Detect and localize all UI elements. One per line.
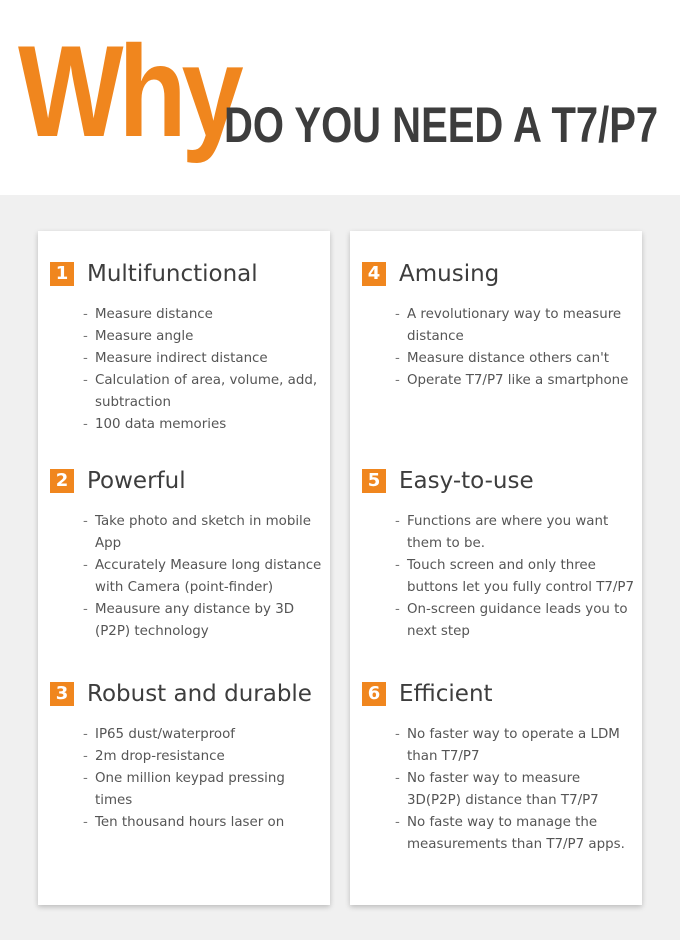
list-item: - 100 data memories: [83, 414, 325, 436]
feature-section-2: [50, 466, 325, 643]
list-item: - Take photo and sketch in mobile App: [83, 511, 325, 555]
section-title: Easy-to-use: [399, 468, 534, 494]
list-item: - Measure angle: [83, 326, 325, 348]
list-item: - Touch screen and only three buttons let you fully control T7/P7: [395, 555, 637, 599]
list-item: - Accurately Measure long distance with Camera (point-finder): [83, 555, 325, 599]
section-number-badge: 2: [50, 469, 74, 493]
section-title: Multifunctional: [87, 261, 258, 287]
section-title: Amusing: [399, 261, 500, 287]
feature-section-3: [50, 679, 325, 834]
section-number-badge: 5: [362, 469, 386, 493]
section-number-badge: 1: [50, 262, 74, 286]
list-item: - Calculation of area, volume, add, subtraction: [83, 370, 325, 414]
feature-section-1: [50, 259, 325, 436]
list-item: - No faster way to measure 3D(P2P) distance than T7/P7: [395, 768, 637, 812]
right-feature-card: [350, 231, 642, 905]
list-item: - Measure indirect distance: [83, 348, 325, 370]
section-number-badge: 3: [50, 682, 74, 706]
list-item: - On-screen guidance leads you to next step: [395, 599, 637, 643]
section-title: Powerful: [87, 468, 186, 494]
feature-list: [83, 304, 325, 436]
feature-list: [395, 511, 637, 643]
list-item: - 2m drop-resistance: [83, 746, 325, 768]
feature-list: [395, 304, 637, 392]
why-heading: Why: [18, 18, 239, 164]
section-number-badge: 6: [362, 682, 386, 706]
section-title: Robust and durable: [87, 681, 312, 707]
list-item: - Measure distance: [83, 304, 325, 326]
list-item: - One million keypad pressing times: [83, 768, 325, 812]
list-item: - Meausure any distance by 3D (P2P) technology: [83, 599, 325, 643]
page-subtitle: DO YOU NEED A T7/P7: [224, 97, 659, 153]
feature-section-5: [362, 466, 637, 643]
page-header: [0, 0, 680, 195]
list-item: - No faster way to operate a LDM than T7/P7: [395, 724, 637, 768]
section-number-badge: 4: [362, 262, 386, 286]
feature-section-4: [362, 259, 637, 392]
list-item: - Operate T7/P7 like a smartphone: [395, 370, 637, 392]
feature-list: [83, 724, 325, 834]
list-item: - A revolutionary way to measure distance: [395, 304, 637, 348]
list-item: - Ten thousand hours laser on: [83, 812, 325, 834]
section-title: Efficient: [399, 681, 493, 707]
feature-list: [83, 511, 325, 643]
feature-section-6: [362, 679, 637, 856]
list-item: - IP65 dust/waterproof: [83, 724, 325, 746]
left-feature-card: [38, 231, 330, 905]
list-item: - Measure distance others can't: [395, 348, 637, 370]
list-item: - No faste way to manage the measurements than T7/P7 apps.: [395, 812, 637, 856]
feature-list: [395, 724, 637, 856]
list-item: - Functions are where you want them to be.: [395, 511, 637, 555]
